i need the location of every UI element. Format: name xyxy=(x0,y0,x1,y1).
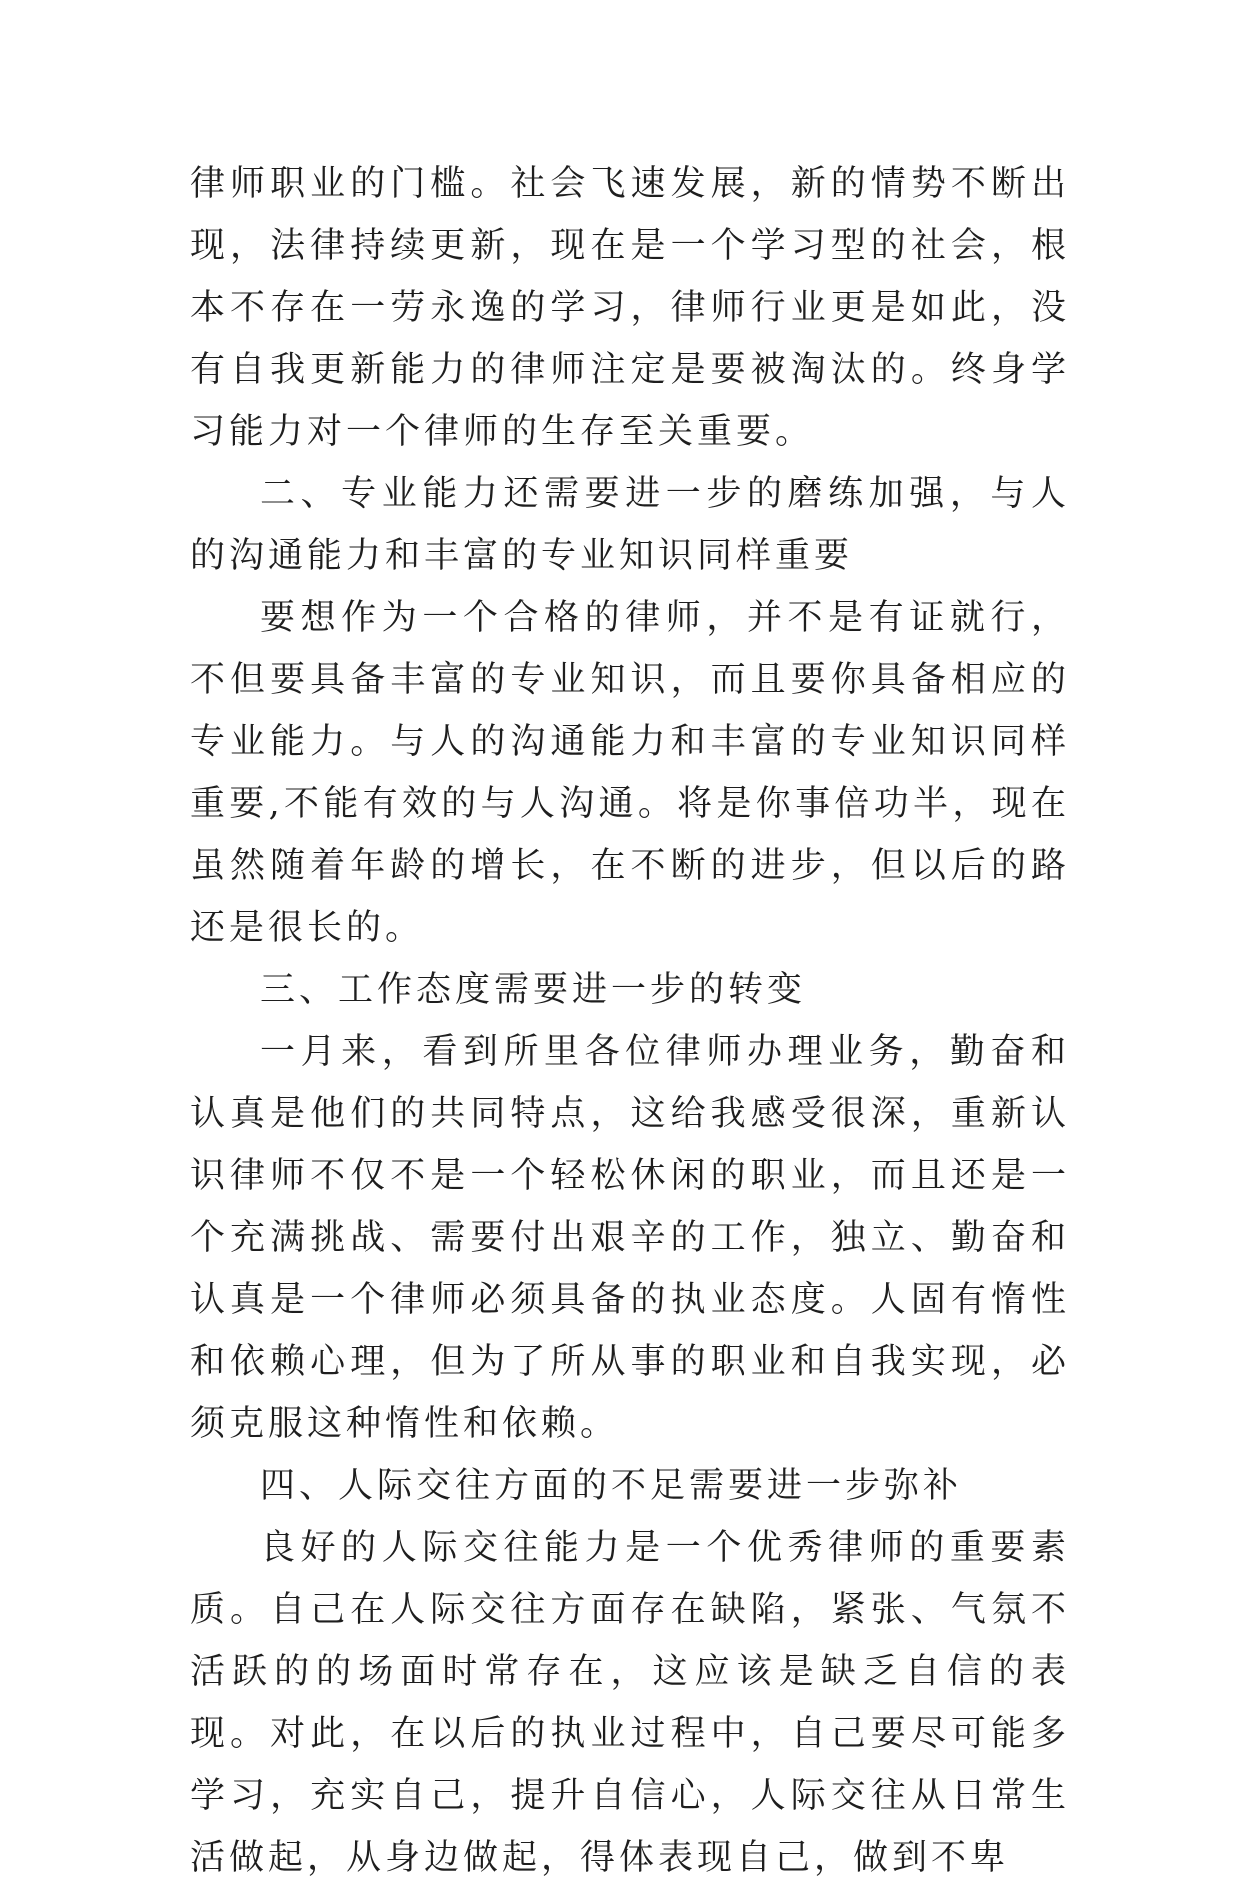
paragraph-continuation: 律师职业的门槛。社会飞速发展，新的情势不断出现，法律持续更新，现在是一个学习型的社会，根本不存在一劳永逸的学习，律师行业更是如此，没有自我更新能力的律师注定是要被淘汰的。终身学习能力对一个律师的生存至关重要。 xyxy=(190,164,1070,452)
paragraph-professional-ability: 要想作为一个合格的律师，并不是有证就行，不但要具备丰富的专业知识，而且要你具备相应的专业能力。与人的沟通能力和丰富的专业知识同样重要,不能有效的与人沟通。将是你事倍功半，现在虽然随着年龄的增长，在不断的进步，但以后的路还是很长的。 xyxy=(190,598,1070,948)
paragraph-work-attitude: 一月来，看到所里各位律师办理业务，勤奋和认真是他们的共同特点，这给我感受很深，重新认识律师不仅不是一个轻松休闲的职业，而且还是一个充满挑战、需要付出艰辛的工作，独立、勤奋和认真是一个律师必须具备的执业态度。人固有惰性和依赖心理，但为了所从事的职业和自我实现，必须克服这种惰性和依赖。 xyxy=(190,1032,1070,1444)
section-heading-4: 四、人际交往方面的不足需要进一步弥补 xyxy=(260,1466,963,1506)
section-heading-2: 二、专业能力还需要进一步的磨练加强，与人的沟通能力和丰富的专业知识同样重要 xyxy=(190,474,1070,576)
paragraph-interpersonal: 良好的人际交往能力是一个优秀律师的重要素质。自己在人际交往方面存在缺陷，紧张、气氛不活跃的的场面时常存在，这应该是缺乏自信的表现。对此，在以后的执业过程中，自己要尽可能多学习，充实自己，提升自信心，人际交往从日常生活做起，从身边做起，得体表现自己，做到不卑 xyxy=(190,1528,1070,1878)
section-heading-3: 三、工作态度需要进一步的转变 xyxy=(260,970,807,1010)
body-text xyxy=(190,153,1070,1889)
